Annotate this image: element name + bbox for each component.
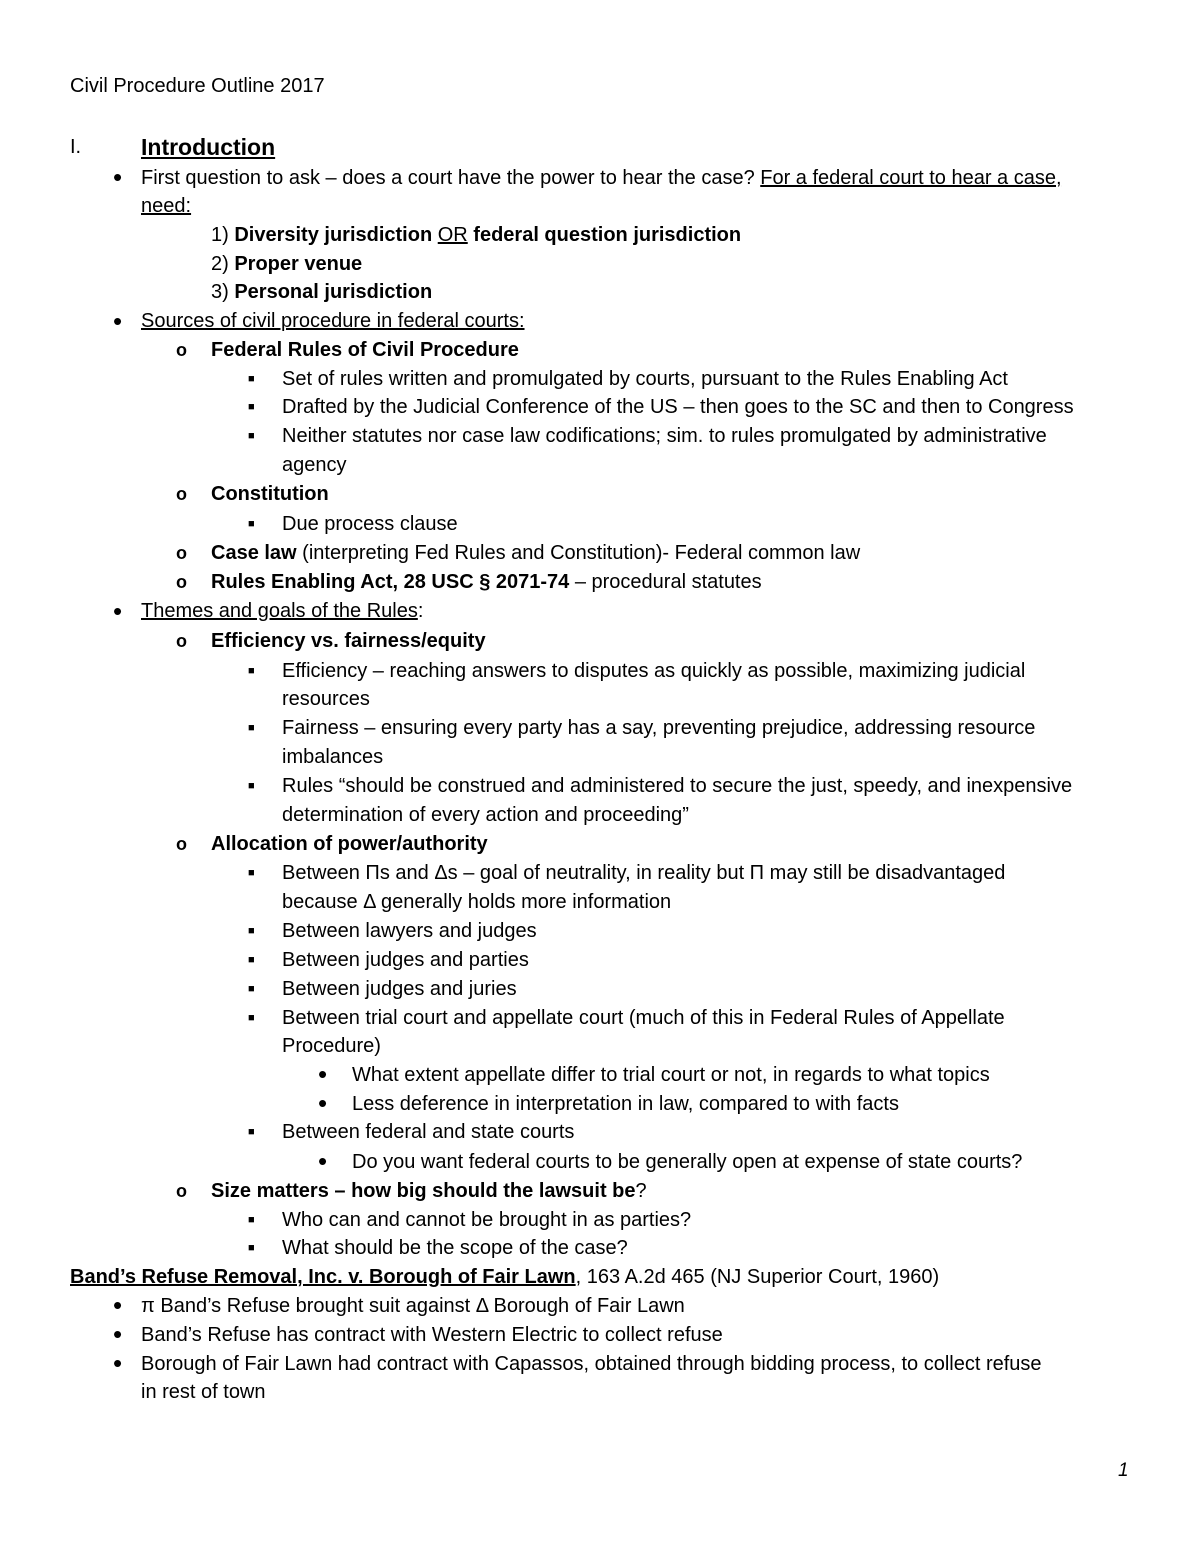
bullet-square: ■ — [248, 925, 255, 937]
bullet-square: ■ — [248, 518, 255, 530]
efficiency-item-3-cont: determination of every action and proceeding” — [282, 804, 689, 826]
bullet-disc: • — [318, 1059, 328, 1089]
underlined-phrase: For a federal court to hear a case, — [760, 167, 1062, 189]
case-name: Band’s Refuse Removal, Inc. v. Borough of Fair Lawn — [70, 1266, 576, 1288]
efficiency-heading: Efficiency vs. fairness/equity — [211, 630, 486, 652]
bullet-disc: • — [113, 162, 123, 192]
bullet-square: ■ — [248, 1214, 255, 1226]
bullet-square: ■ — [248, 401, 255, 413]
bullet-disc: • — [113, 1319, 123, 1349]
bullet-square: ■ — [248, 780, 255, 792]
bullet-circle: o — [176, 484, 187, 504]
requirement-1: 1) Diversity jurisdiction OR federal question jurisdiction — [211, 224, 742, 246]
bullet-circle: o — [176, 572, 187, 592]
bullet-disc: • — [318, 1088, 328, 1118]
case-bullet-3-cont: in rest of town — [141, 1381, 266, 1403]
bullet-square: ■ — [248, 1126, 255, 1138]
bullet-circle: o — [176, 1181, 187, 1201]
case-law-item: Case law (interpreting Fed Rules and Constitution)- Federal common law — [211, 542, 861, 564]
constitution-heading: Constitution — [211, 483, 329, 505]
case-citation: , 163 A.2d 465 (NJ Superior Court, 1960) — [575, 1266, 940, 1288]
section-heading: Introduction — [141, 134, 276, 160]
allocation-item-5-cont: Procedure) — [282, 1035, 381, 1057]
allocation-item-6: Between federal and state courts — [282, 1121, 575, 1143]
efficiency-item-2: Fairness – ensuring every party has a say, preventing prejudice, addressing resource — [282, 717, 1036, 739]
bullet-disc: • — [113, 1290, 123, 1320]
bullet-square: ■ — [248, 430, 255, 442]
sources-heading: Sources of civil procedure in federal courts: — [141, 310, 525, 332]
bullet-circle: o — [176, 340, 187, 360]
allocation-item-6-sub-1: Do you want federal courts to be generally open at expense of state courts? — [352, 1151, 1023, 1173]
efficiency-item-2-cont: imbalances — [282, 746, 384, 768]
case-bullet-1: π Band’s Refuse brought suit against Δ Borough of Fair Lawn — [141, 1295, 685, 1317]
case-heading — [70, 1263, 939, 1291]
bullet-disc: • — [113, 1348, 123, 1378]
bullet-square: ■ — [248, 1242, 255, 1254]
allocation-heading: Allocation of power/authority — [211, 833, 488, 855]
bullet-square: ■ — [248, 722, 255, 734]
allocation-item-5-sub-1: What extent appellate differ to trial court or not, in regards to what topics — [352, 1064, 990, 1086]
bullet-square: ■ — [248, 867, 255, 879]
frcp-item-3: Neither statutes nor case law codifications; sim. to rules promulgated by administrative — [282, 425, 1047, 447]
allocation-item-5: Between trial court and appellate court (much of this in Federal Rules of Appellate — [282, 1007, 1005, 1029]
rules-enabling-act-item: Rules Enabling Act, 28 USC § 2071-74 – procedural statutes — [211, 571, 762, 593]
requirement-2: 2) Proper venue — [211, 253, 363, 275]
bullet-disc: • — [113, 306, 123, 336]
bullet-circle: o — [176, 631, 187, 651]
efficiency-item-1-cont: resources — [282, 688, 370, 710]
bullet-square: ■ — [248, 665, 255, 677]
section-number: I. — [70, 136, 82, 158]
requirement-3: 3) Personal jurisdiction — [211, 281, 433, 303]
allocation-item-1-cont: because Δ generally holds more information — [282, 891, 672, 913]
efficiency-item-1: Efficiency – reaching answers to disputes as quickly as possible, maximizing judicial — [282, 660, 1026, 682]
bullet-disc: • — [318, 1146, 328, 1176]
allocation-item-3: Between judges and parties — [282, 949, 529, 971]
allocation-item-5-sub-2: Less deference in interpretation in law, compared to with facts — [352, 1093, 899, 1115]
bullet-circle: o — [176, 834, 187, 854]
page-number: 1 — [1118, 1460, 1129, 1481]
case-bullet-2: Band’s Refuse has contract with Western Electric to collect refuse — [141, 1324, 723, 1346]
document-title: Civil Procedure Outline 2017 — [70, 75, 325, 97]
efficiency-item-3: Rules “should be construed and administered to secure the just, speedy, and inexpensive — [282, 775, 1073, 797]
intro-bullet-1-cont: need: — [141, 195, 192, 217]
size-item-2: What should be the scope of the case? — [282, 1237, 628, 1259]
bullet-square: ■ — [248, 1012, 255, 1024]
bullet-disc: • — [113, 596, 123, 626]
bullet-square: ■ — [248, 373, 255, 385]
bullet-circle: o — [176, 543, 187, 563]
case-bullet-3: Borough of Fair Lawn had contract with Capassos, obtained through bidding process, to collect refuse — [141, 1353, 1042, 1375]
bullet-square: ■ — [248, 983, 255, 995]
frcp-heading: Federal Rules of Civil Procedure — [211, 339, 519, 361]
themes-heading: Themes and goals of the Rules: — [141, 600, 424, 622]
size-item-1: Who can and cannot be brought in as parties? — [282, 1209, 692, 1231]
intro-bullet-1: First question to ask – does a court have the power to hear the case? For a federal court to hear a case, — [141, 167, 1062, 189]
allocation-item-2: Between lawyers and judges — [282, 920, 537, 942]
allocation-item-1: Between Πs and Δs – goal of neutrality, in reality but Π may still be disadvantaged — [282, 862, 1006, 884]
size-heading: Size matters – how big should the lawsuit be? — [211, 1180, 647, 1202]
frcp-item-2: Drafted by the Judicial Conference of the US – then goes to the SC and then to Congress — [282, 396, 1074, 418]
constitution-item-1: Due process clause — [282, 513, 458, 535]
frcp-item-1: Set of rules written and promulgated by courts, pursuant to the Rules Enabling Act — [282, 368, 1008, 390]
frcp-item-3-cont: agency — [282, 454, 347, 476]
allocation-item-4: Between judges and juries — [282, 978, 517, 1000]
bullet-square: ■ — [248, 954, 255, 966]
